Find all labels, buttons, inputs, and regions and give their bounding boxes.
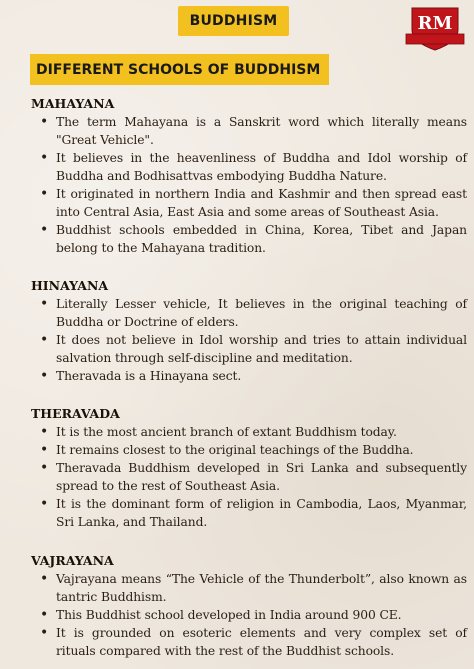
- bullet-list: [31, 113, 467, 257]
- list-item: • It is the most ancient branch of extant Buddhism today.: [31, 423, 467, 441]
- section-heading: THERAVADA: [31, 406, 120, 421]
- section-banner: DIFFERENT SCHOOLS OF BUDDHISM: [30, 54, 329, 85]
- list-item: • The term Mahayana is a Sanskrit word which literally means "Great Vehicle".: [31, 113, 467, 149]
- list-item: • It does not believe in Idol worship and tries to attain individual salvation through self-discipline and meditation.: [31, 331, 467, 367]
- list-item: • Theravada Buddhism developed in Sri Lanka and subsequently spread to the rest of Southeast Asia.: [31, 459, 467, 495]
- list-item: • It is the dominant form of religion in Cambodia, Laos, Myanmar, Sri Lanka, and Thailand.: [31, 495, 467, 531]
- svg-text:RM: RM: [417, 13, 453, 34]
- page-title: BUDDHISM: [178, 6, 289, 36]
- list-item: • It remains closest to the original teachings of the Buddha.: [31, 441, 467, 459]
- section-vajrayana: [31, 552, 467, 660]
- section-heading: MAHAYANA: [31, 96, 115, 111]
- list-item: • It originated in northern India and Kashmir and then spread east into Central Asia, East Asia and some areas of Southeast Asia.: [31, 185, 467, 221]
- section-mahayana: [31, 95, 467, 257]
- logo-icon: [404, 4, 466, 54]
- section-hinayana: [31, 277, 467, 385]
- section-theravada: [31, 405, 467, 531]
- bullet-list: [31, 570, 467, 660]
- section-heading: VAJRAYANA: [31, 553, 114, 568]
- list-item: • It believes in the heavenliness of Buddha and Idol worship of Buddha and Bodhisattvas embodying Buddha Nature.: [31, 149, 467, 185]
- list-item: • Theravada is a Hinayana sect.: [31, 367, 467, 385]
- list-item: • Buddhist schools embedded in China, Korea, Tibet and Japan belong to the Mahayana tradition.: [31, 221, 467, 257]
- bullet-list: [31, 295, 467, 385]
- list-item: • Literally Lesser vehicle, It believes in the original teaching of Buddha or Doctrine of elders.: [31, 295, 467, 331]
- bullet-list: [31, 423, 467, 531]
- list-item: • It is grounded on esoteric elements and very complex set of rituals compared with the rest of the Buddhist schools.: [31, 624, 467, 660]
- section-heading: HINAYANA: [31, 278, 109, 293]
- list-item: • This Buddhist school developed in India around 900 CE.: [31, 606, 467, 624]
- list-item: • Vajrayana means “The Vehicle of the Thunderbolt”, also known as tantric Buddhism.: [31, 570, 467, 606]
